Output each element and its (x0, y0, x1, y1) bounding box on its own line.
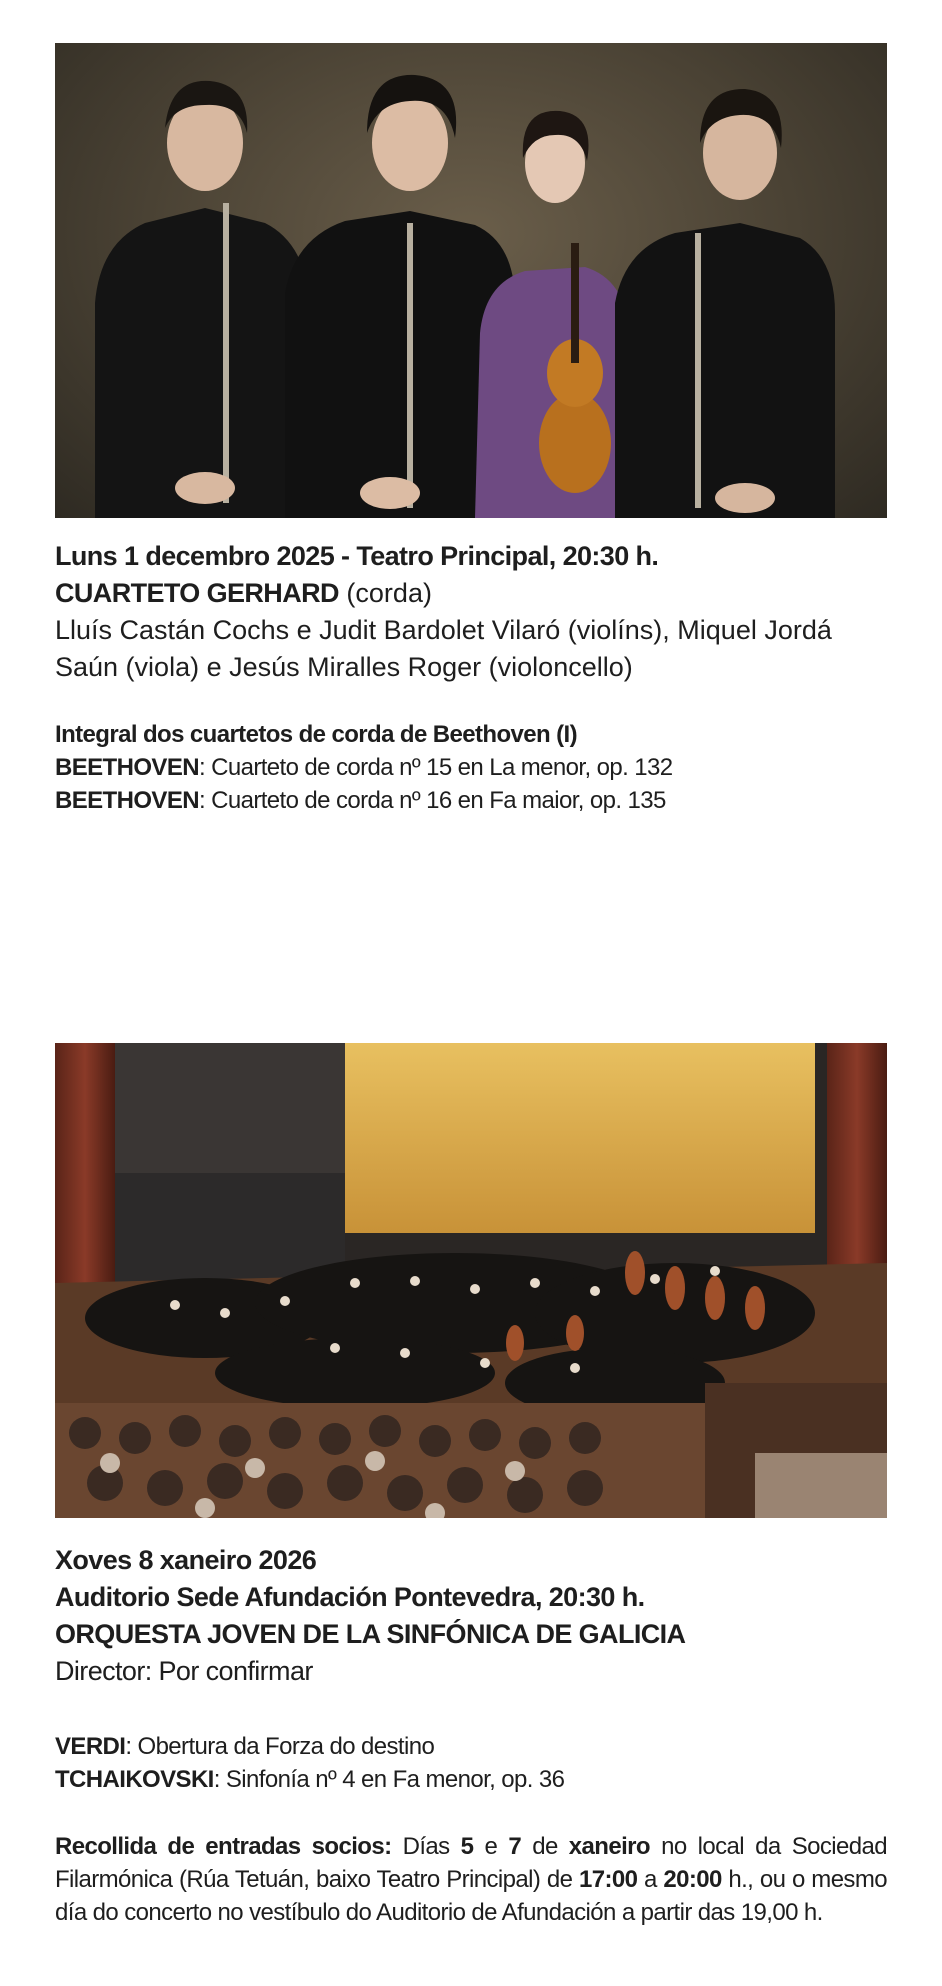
concert2-venue-line: Auditorio Sede Afundación Pontevedra, 20:30 h. (55, 1582, 645, 1612)
quartet-photo (55, 43, 887, 518)
composer-name: TCHAIKOVSKI (55, 1766, 214, 1793)
concert2-work-1 (55, 1730, 895, 1763)
concert1-program (55, 718, 895, 817)
concert1-members: Lluís Castán Cochs e Judit Bardolet Vilaró (violíns), Miquel Jordá Saún (viola) e Jesús Miralles Roger (violoncello) (55, 615, 832, 682)
ticket-day: 5 (460, 1833, 474, 1860)
ticket-time: 20:00 (663, 1866, 722, 1893)
concert2-director: Director: Por confirmar (55, 1656, 313, 1686)
ticket-text: no local da Sociedad Filarmónica (Rúa Tetuán, baixo Teatro Principal) de (55, 1833, 887, 1893)
ticket-text: de (521, 1833, 569, 1860)
concert2-date-line: Xoves 8 xaneiro 2026 (55, 1545, 317, 1575)
concert1-work-1 (55, 751, 895, 784)
concert1-ensemble-line (55, 575, 895, 612)
concert1-details (55, 538, 895, 686)
concert2-ensemble: ORQUESTA JOVEN DE LA SINFÓNICA DE GALICIA (55, 1619, 686, 1649)
composer-name: VERDI (55, 1733, 126, 1760)
concert1-ensemble: CUARTETO GERHARD (55, 578, 339, 608)
composer-name: BEETHOVEN (55, 754, 199, 781)
work-title: : Cuarteto de corda nº 16 en Fa maior, op. 135 (198, 787, 666, 814)
concert2-program (55, 1730, 895, 1796)
concert1-ensemble-note: (corda) (338, 578, 432, 608)
orchestra-photo (55, 1043, 887, 1518)
ticket-text: Días (391, 1833, 461, 1860)
ticket-text: e (473, 1833, 509, 1860)
ticket-time: 17:00 (578, 1866, 638, 1893)
concert1-date-line: Luns 1 decembro 2025 - Teatro Principal, 20:30 h. (55, 541, 659, 571)
concert2-details (55, 1542, 895, 1690)
ticket-month: xaneiro (568, 1833, 650, 1860)
ticket-text: a (637, 1866, 664, 1893)
work-title: : Cuarteto de corda nº 15 en La menor, op. 132 (198, 754, 673, 781)
work-title: : Obertura da Forza do destino (125, 1733, 435, 1760)
concert2-work-2 (55, 1763, 895, 1796)
concert1-work-2 (55, 784, 895, 817)
ticket-pickup-info (55, 1830, 887, 1929)
composer-name: BEETHOVEN (55, 787, 199, 814)
concert1-program-title: Integral dos cuartetos de corda de Beethoven (I) (55, 721, 577, 748)
work-title: : Sinfonía nº 4 en Fa menor, op. 36 (213, 1766, 565, 1793)
ticket-text: h., ou o mesmo día do concerto no vestíbulo do Auditorio de Afundación a partir das 19,00 h. (55, 1866, 887, 1926)
ticket-pickup-text (55, 1830, 887, 1929)
ticket-label: Recollida de entradas socios: (55, 1833, 392, 1860)
ticket-day: 7 (508, 1833, 522, 1860)
